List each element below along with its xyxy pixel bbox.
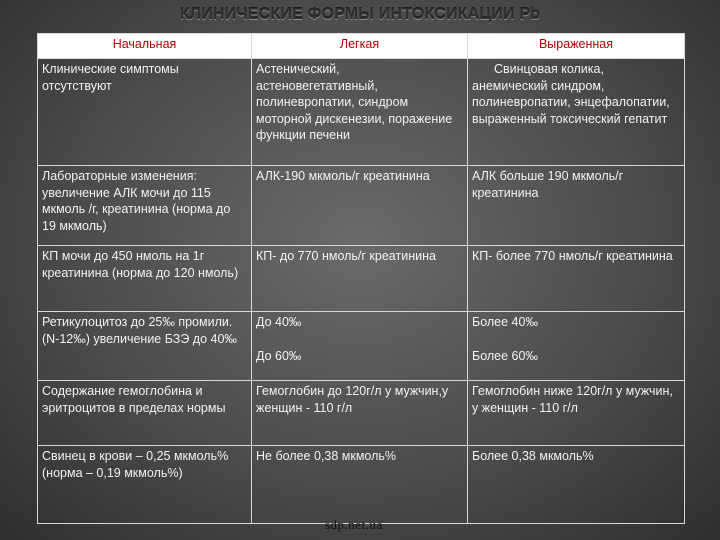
reticulocytes-severe-value: Более 40‰ [472,315,538,329]
row-symptoms-mild: Астенический, астеновегетативный, полиневропатии, синдром моторной дискенезии, поражение функции печени [252,59,468,166]
row-symptoms-initial: Клинические симптомы отсутствуют [38,59,252,166]
row-blood-lead-severe: Более 0,38 мкмоль% [468,446,685,524]
intoxication-forms-table [37,33,685,524]
row-reticulocytes-severe [468,312,685,381]
hemoglobin-severe-men: Гемоглобин ниже 120г/л у мужчин, [472,384,673,398]
row-blood-lead-mild: Не более 0,38 мкмоль% [252,446,468,524]
row-alk-mild: АЛК-190 мкмоль/г креатинина [252,166,468,246]
row-symptoms-severe: Свинцовая колика, анемический синдром, полиневропатии, энцефалопатии, выраженный токсический гепатит [468,59,685,166]
row-hemoglobin-initial: Содержание гемоглобина и эритроцитов в пределах нормы [38,381,252,446]
table-row [38,166,685,246]
header-severe: Выраженная [468,34,685,59]
table-row [38,446,685,524]
row-alk-initial: Лабораторные изменения: увеличение АЛК мочи до 115 мкмоль /г, креатинина (норма до 19 мкмоль) [38,166,252,246]
table-row [38,246,685,312]
table-row [38,312,685,381]
hemoglobin-severe-women: у женщин - 110 г/л [472,400,578,415]
row-reticulocytes-mild [252,312,468,381]
table-header-row [38,34,685,59]
table-row [38,59,685,166]
row-kp-severe: КП- более 770 нмоль/г креатинина [468,246,685,312]
row-kp-initial: КП мочи до 450 нмоль на 1г креатинина (норма до 120 нмоль) [38,246,252,312]
watermark: sdp.net.ua [325,517,383,532]
row-hemoglobin-severe [468,381,685,446]
row-alk-severe: АЛК больше 190 мкмоль/г креатинина [468,166,685,246]
header-initial: Начальная [38,34,252,59]
row-kp-mild: КП- до 770 нмоль/г креатинина [252,246,468,312]
bze-mild-value: До 60‰ [256,348,302,363]
bze-severe-value: Более 60‰ [472,348,538,363]
reticulocytes-mild-value: До 40‰ [256,315,302,329]
row-reticulocytes-initial: Ретикулоцитоз до 25‰ промили.(N-12‰) увеличение БЗЭ до 40‰ [38,312,252,381]
table-row [38,381,685,446]
row-blood-lead-initial: Свинец в крови – 0,25 мкмоль% (норма – 0,19 мкмоль%) [38,446,252,524]
row-hemoglobin-mild: Гемоглобин до 120г/л у мужчин,у женщин - 110 г/л [252,381,468,446]
header-mild: Легкая [252,34,468,59]
slide-title: КЛИНИЧЕСКИЕ ФОРМЫ ИНТОКСИКАЦИИ Pb [179,6,541,23]
